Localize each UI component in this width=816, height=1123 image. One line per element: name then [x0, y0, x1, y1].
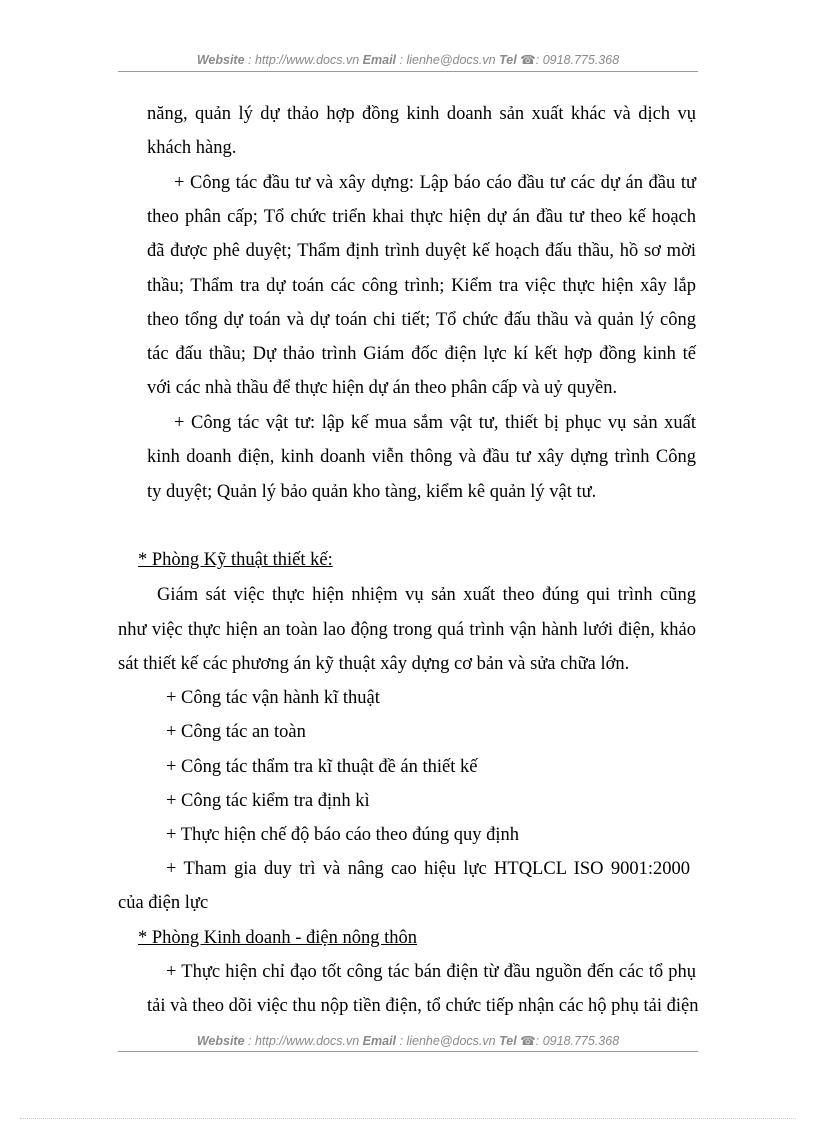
body-line: kinh doanh điện, kinh doanh viễn thông và đầu tư xây dựng trình Công [147, 447, 696, 467]
header-email-value: : lienhe@docs.vn [399, 53, 496, 67]
body-line: đã được phê duyệt; Thẩm định trình duyệt kế hoạch đấu thầu, hồ sơ mời [147, 241, 696, 261]
list-item: + Công tác an toàn [166, 722, 306, 742]
header-website-value: : http://www.docs.vn [248, 53, 360, 67]
page-footer [118, 1033, 698, 1048]
body-line: ty duyệt; Quản lý bảo quản kho tàng, kiểm kê quản lý vật tư. [147, 482, 597, 502]
section-heading: * Phòng Kỹ thuật thiết kế: [138, 550, 333, 570]
list-item: + Công tác thẩm tra kĩ thuật đề án thiết kế [166, 757, 478, 777]
header-rule [118, 71, 698, 72]
body-line: + Thực hiện chỉ đạo tốt công tác bán điện từ đầu nguồn đến các tổ phụ [166, 962, 696, 982]
body-line: + Công tác vật tư: lập kế mua sắm vật tư, thiết bị phục vụ sản xuất [174, 413, 696, 433]
body-line: tác đấu thầu; Dự thảo trình Giám đốc điện lực kí kết hợp đồng kinh tế [147, 344, 696, 364]
body-line: như việc thực hiện an toàn lao động trong quá trình vận hành lưới điện, khảo [118, 620, 696, 640]
body-line: của điện lực [118, 893, 209, 913]
header-tel-value: : 0918.775.368 [535, 53, 620, 67]
footer-website-value: : http://www.docs.vn [248, 1034, 360, 1048]
footer-rule [118, 1051, 698, 1052]
body-line: theo tổng dự toán và dự toán chi tiết; Tổ chức đấu thầu và quản lý công [147, 310, 696, 330]
body-line: Giám sát việc thực hiện nhiệm vụ sản xuất theo đúng qui trình cũng [157, 585, 696, 605]
header-website-label: Website [196, 53, 245, 67]
page-edge [20, 1118, 796, 1119]
body-line: theo phân cấp; Tổ chức triển khai thực hiện dự án đầu tư theo kế hoạch [147, 207, 696, 227]
footer-tel-value: : 0918.775.368 [535, 1034, 620, 1048]
body-line: khách hàng. [147, 138, 237, 158]
footer-website-label: Website [196, 1034, 245, 1048]
body-line: tải và theo dõi việc thu nộp tiền điện, tổ chức tiếp nhận các hộ phụ tải điện [147, 996, 699, 1016]
phone-icon: ☎ [520, 1034, 536, 1048]
body-line: sát thiết kế các phương án kỹ thuật xây dựng cơ bản và sửa chữa lớn. [118, 654, 630, 674]
page-header [118, 52, 698, 67]
phone-icon: ☎ [520, 53, 536, 67]
body-line: thầu; Thẩm tra dự toán các công trình; Kiểm tra việc thực hiện xây lắp [147, 276, 696, 296]
list-item: + Công tác kiểm tra định kì [166, 791, 370, 811]
header-tel-label: Tel [499, 53, 517, 67]
header-email-label: Email [362, 53, 397, 67]
body-line: + Công tác đầu tư và xây dựng: Lập báo cáo đầu tư các dự án đầu tư [174, 173, 696, 193]
list-item: + Thực hiện chế độ báo cáo theo đúng quy định [166, 825, 520, 845]
list-item: + Tham gia duy trì và nâng cao hiệu lực HTQLCL ISO 9001:2000 [166, 859, 690, 879]
body-line: với các nhà thầu để thực hiện dự án theo phân cấp và uỷ quyền. [147, 378, 618, 398]
footer-email-value: : lienhe@docs.vn [399, 1034, 496, 1048]
section-heading: * Phòng Kinh doanh - điện nông thôn [138, 928, 418, 948]
body-line: năng, quản lý dự thảo hợp đồng kinh doanh sản xuất khác và dịch vụ [147, 104, 696, 124]
footer-tel-label: Tel [499, 1034, 517, 1048]
footer-email-label: Email [362, 1034, 397, 1048]
list-item: + Công tác vận hành kĩ thuật [166, 688, 380, 708]
